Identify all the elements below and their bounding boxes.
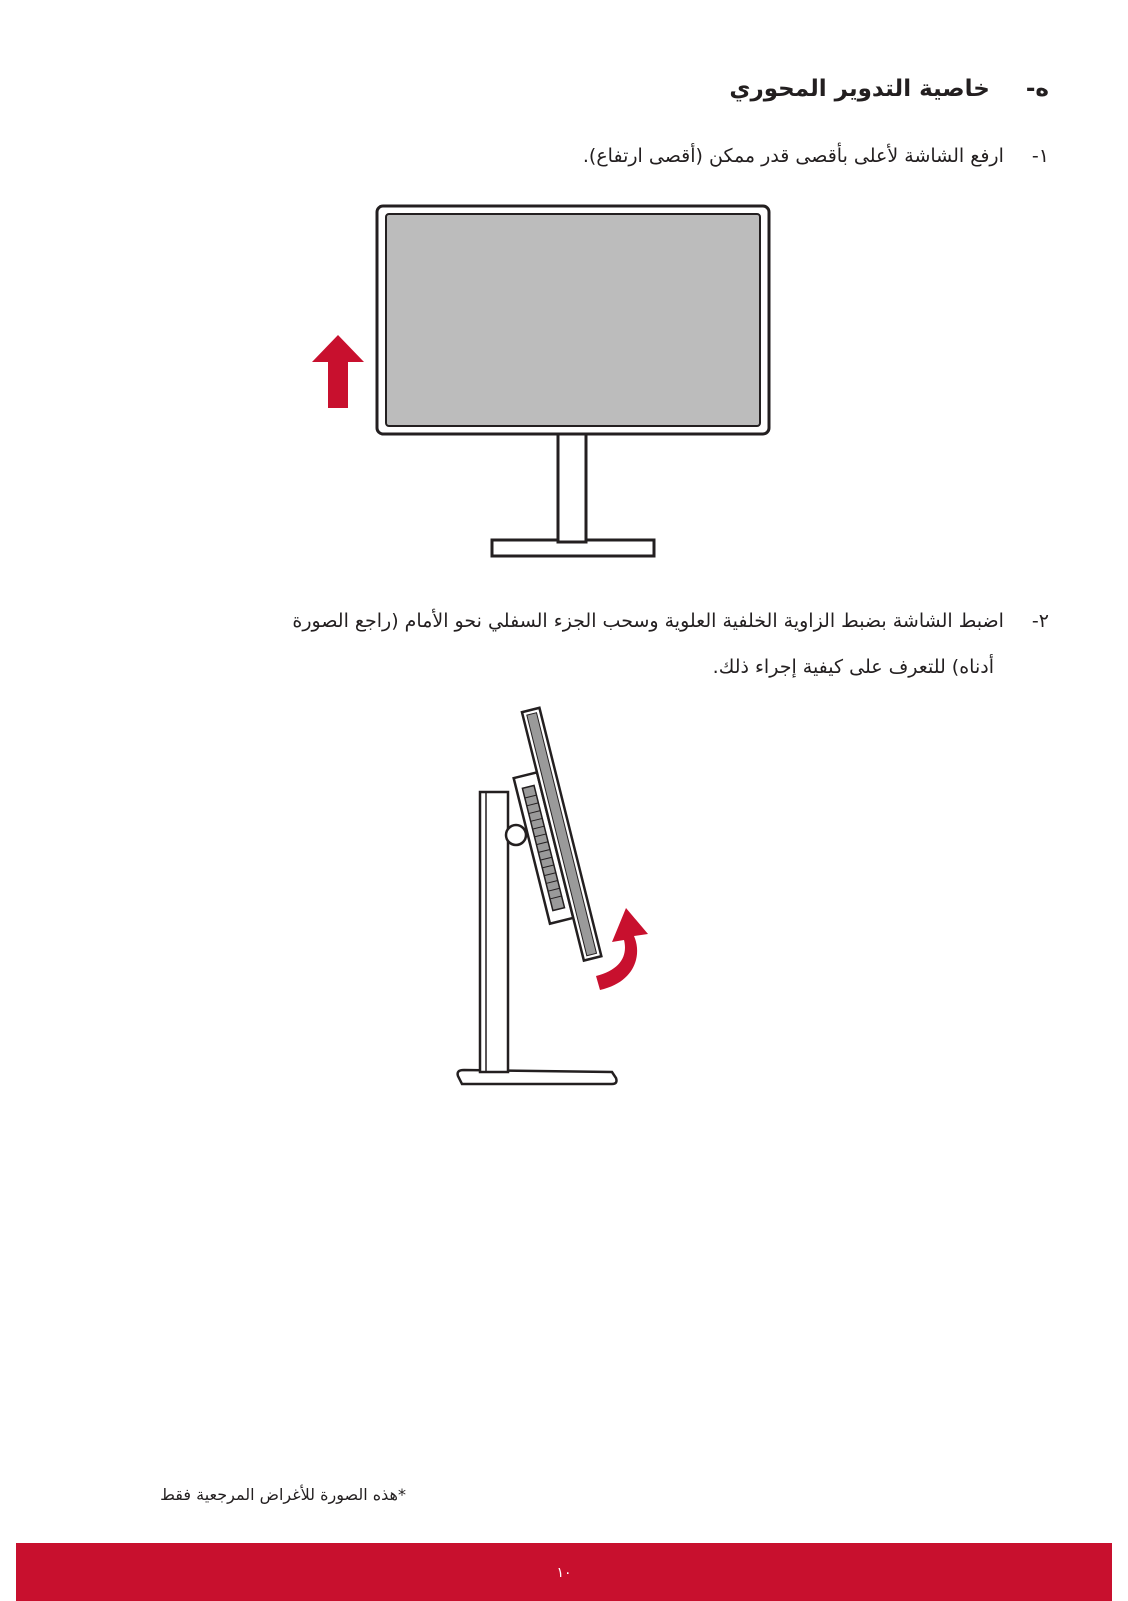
step-2-continuation — [713, 656, 994, 678]
section-heading — [729, 76, 1049, 102]
step-2-text-line1: اضبط الشاشة بضبط الزاوية الخلفية العلوية وسحب الجزء السفلي نحو الأمام (راجع الصورة — [292, 610, 1004, 632]
step-1 — [583, 145, 1049, 167]
step-2-text-line2: أدناه) للتعرف على كيفية إجراء ذلك. — [712, 656, 994, 678]
section-number: ه- — [1025, 76, 1049, 102]
step-1-text: ارفع الشاشة لأعلى بأقصى قدر ممكن (أقصى ارتفاع). — [582, 145, 1004, 167]
footnote-text: *هذه الصورة للأغراض المرجعية فقط — [160, 1485, 406, 1504]
footer-bar — [16, 1543, 1112, 1601]
monitor-screen — [386, 214, 760, 426]
page-number: ١٠ — [556, 1565, 572, 1581]
section-title: خاصية التدوير المحوري — [729, 76, 990, 102]
up-arrow-icon — [312, 335, 364, 408]
step-1-number: ١- — [1031, 145, 1049, 167]
curved-arrow-icon — [596, 908, 648, 990]
step-2-number: ٢- — [1031, 610, 1049, 632]
footnote — [160, 1485, 406, 1504]
stand-column — [480, 792, 508, 1072]
monitor-stand-neck — [558, 430, 586, 542]
figure-monitor-raised — [300, 200, 800, 570]
figure-monitor-side-tilt — [450, 700, 670, 1100]
stand-hinge — [506, 825, 526, 845]
step-2 — [292, 610, 1049, 632]
